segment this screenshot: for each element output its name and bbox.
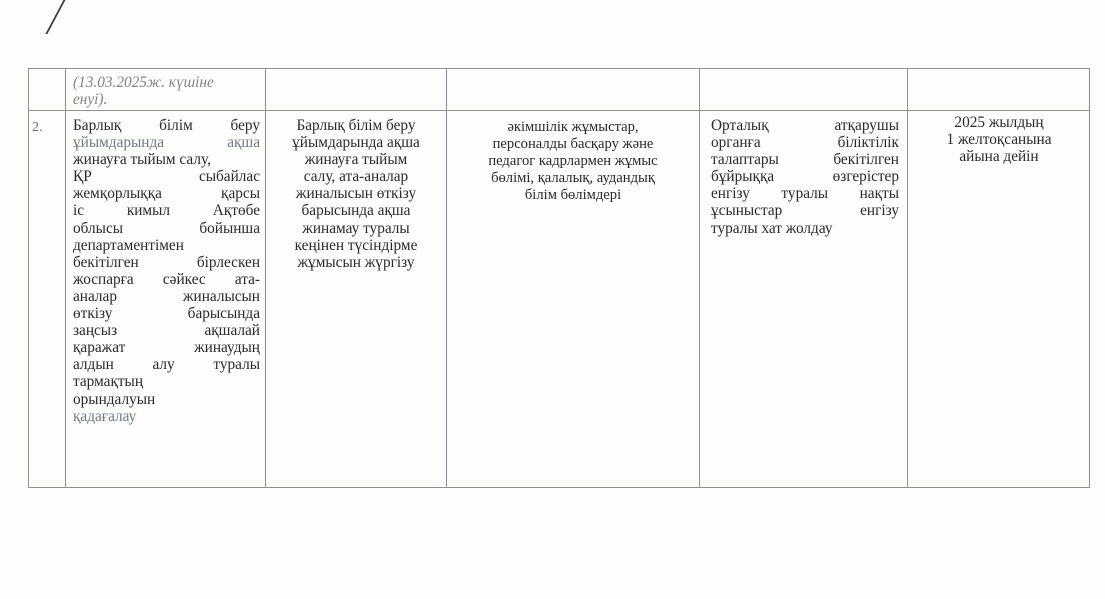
expected-result-line: талаптары бекітілген — [711, 151, 899, 169]
event-line: ұйымдарында ақша — [73, 134, 260, 152]
expected-result — [711, 117, 899, 237]
completion-form-line: Барлық білім беру — [296, 117, 416, 134]
completion-form-line: жұмысын жүргізу — [297, 253, 415, 271]
event-line: алдын алу туралы — [73, 356, 260, 374]
event-line: Барлық білім беру — [73, 117, 260, 134]
event-line: аналар жиналысын — [73, 287, 260, 305]
deadline — [911, 114, 1087, 165]
expected-result-line: Орталық атқарушы — [711, 117, 899, 134]
event-line: іс кимыл Ақтөбе — [73, 202, 260, 220]
event-line: жемқорлыққа қарсы — [73, 185, 260, 203]
event-line: департаментімен — [73, 236, 184, 254]
expected-result-line: ұсыныстар енгізу — [711, 202, 899, 220]
column-divider — [446, 69, 447, 487]
completion-form-line: ұйымдарында ақша — [292, 134, 420, 152]
completion-form-line: жинамау туралы — [302, 219, 410, 237]
column-divider — [699, 69, 700, 487]
completion-form-line: барысында ақша — [301, 202, 411, 220]
plan-table — [28, 68, 1090, 488]
column-divider — [65, 69, 66, 487]
completion-form-line: кеңінен түсіндірме — [294, 236, 418, 254]
event-line: орындалуын — [73, 390, 156, 408]
event-line: жинауға тыйым салу, — [73, 151, 211, 169]
event-line: қаражат жинаудың — [73, 339, 260, 357]
event-line: тармақтың — [73, 373, 144, 391]
deadline-line: 1 желтоқсанына — [946, 131, 1052, 149]
previous-row-note-line: енуі). — [73, 91, 108, 109]
completion-form-line: салу, ата-аналар — [303, 168, 409, 186]
previous-row-note-line: (13.03.2025ж. күшіне — [73, 74, 214, 91]
previous-row-note — [73, 74, 259, 108]
event-line: жоспарға сәйкес ата- — [73, 270, 260, 288]
responsible-line: персоналды басқару және — [492, 136, 654, 153]
event-line: қадағалау — [73, 407, 137, 425]
corner-pen-mark — [19, 0, 68, 34]
column-divider — [907, 69, 908, 487]
responsible-line: білім бөлімдері — [524, 187, 622, 204]
event-line: облысы бойынша — [73, 219, 260, 237]
completion-form — [269, 117, 443, 271]
responsible-line: бөлімі, қалалық, аудандық — [491, 170, 655, 187]
deadline-line: 2025 жылдың — [954, 114, 1044, 131]
responsible-line: әкімшілік жұмыстар, — [507, 119, 639, 135]
event-line: ҚР сыбайлас — [73, 168, 260, 186]
completion-form-line: жиналысын өткізу — [295, 185, 417, 203]
expected-result-line: бұйрыққа өзгерістер — [711, 168, 899, 186]
column-divider — [265, 69, 266, 487]
row-divider — [29, 110, 1089, 111]
expected-result-line: енгізу туралы нақты — [711, 185, 899, 203]
event-line: бекітілген бірлескен — [73, 253, 260, 271]
event-line: өткізу барысында — [73, 305, 260, 323]
completion-form-line: жинауға тыйым — [304, 151, 408, 169]
event-line: заңсыз ақшалай — [73, 322, 260, 340]
responsible-executors — [451, 119, 695, 204]
row-number: 2. — [32, 120, 43, 135]
deadline-line: айына дейін — [959, 148, 1039, 166]
responsible-line: педагог кадрлармен жұмыс — [488, 153, 658, 170]
expected-result-line: органға біліктілік — [711, 134, 899, 152]
event-description — [73, 117, 260, 425]
expected-result-line: туралы хат жолдау — [711, 219, 833, 237]
